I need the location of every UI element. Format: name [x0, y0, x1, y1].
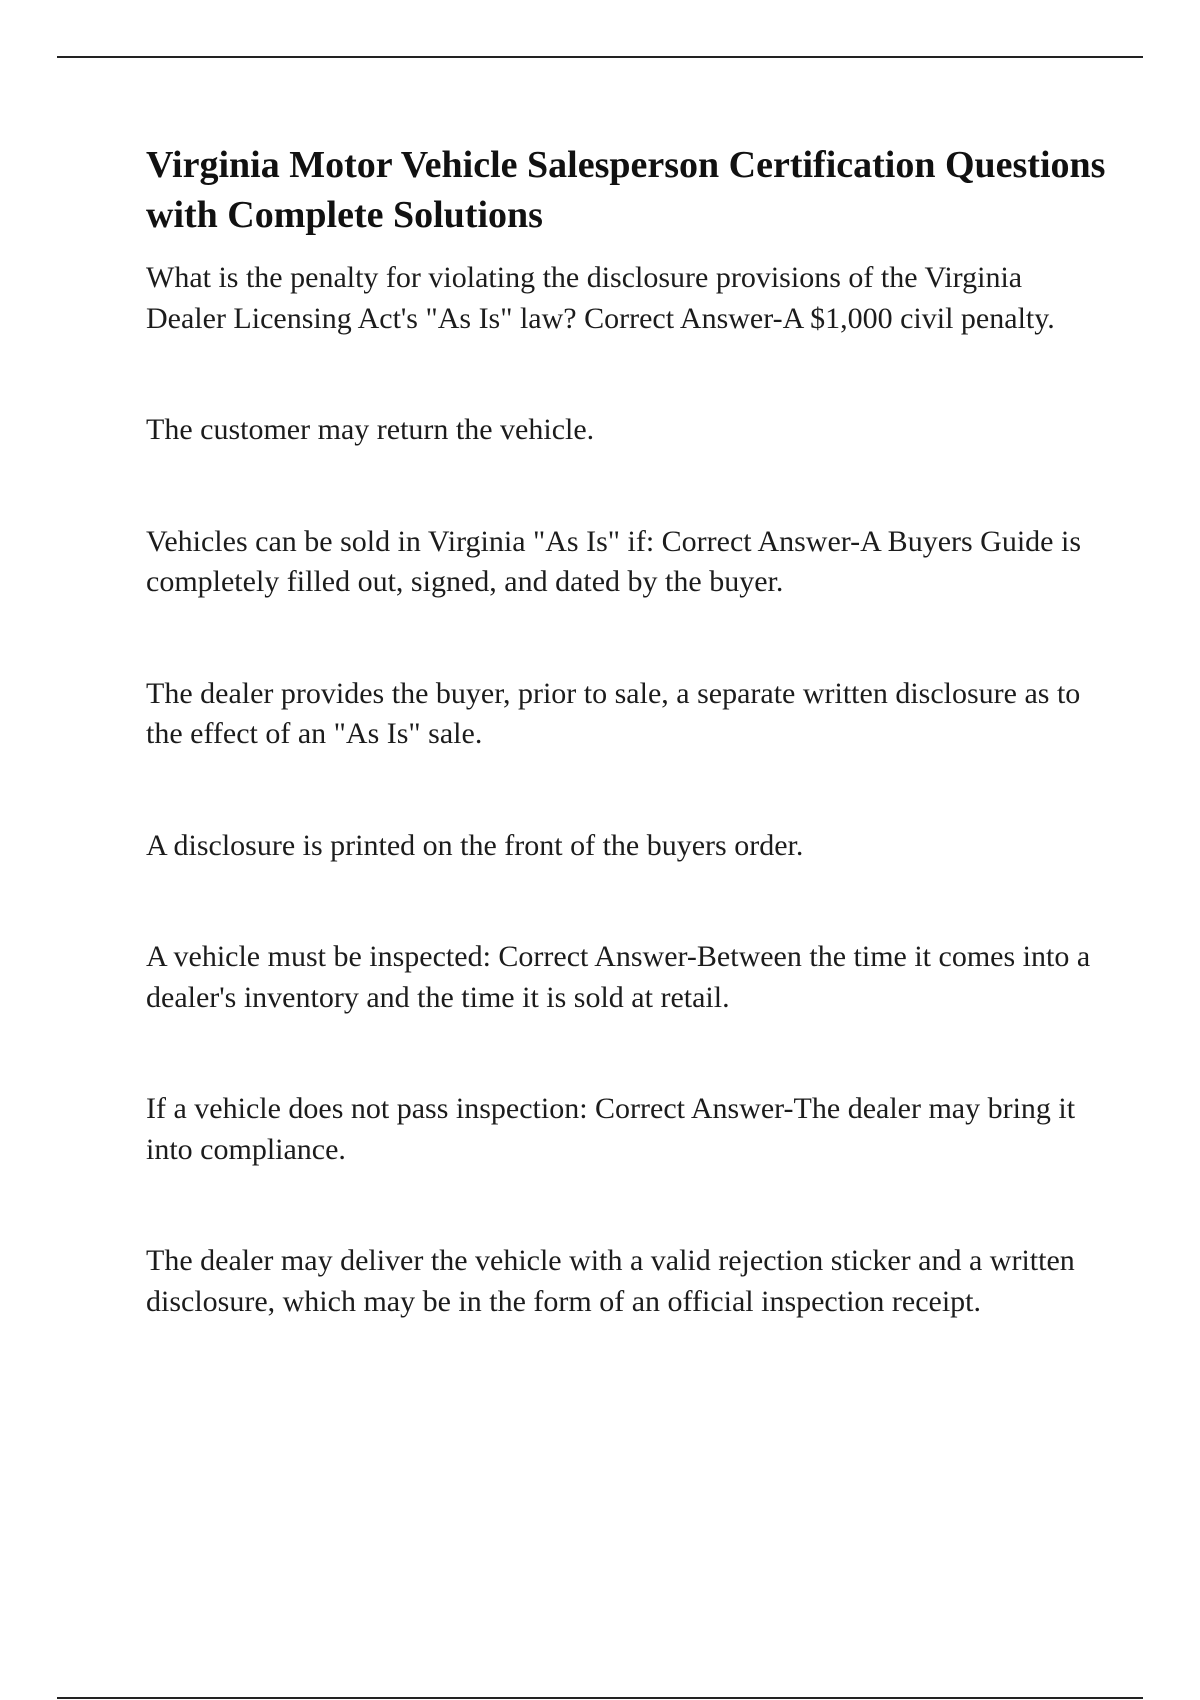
- paragraph-5: A disclosure is printed on the front of the buyers order.: [146, 828, 804, 862]
- document-title: Virginia Motor Vehicle Salesperson Certification Questions with Complete Solutions: [146, 144, 1106, 236]
- paragraph-8: The dealer may deliver the vehicle with a valid rejection sticker and a written disclosure, which may be in the form of an official inspection receipt.: [146, 1244, 1075, 1318]
- paragraph-6: A vehicle must be inspected: Correct Answer-Between the time it comes into a dealer's inventory and the time it is sold at retail.: [146, 940, 1091, 1014]
- paragraph-4: The dealer provides the buyer, prior to sale, a separate written disclosure as to the effect of an "As Is" sale.: [146, 676, 1081, 750]
- paragraph-1: What is the penalty for violating the disclosure provisions of the Virginia Dealer Licensing Act's "As Is" law? Correct Answer-A $1,000 civil penalty.: [146, 261, 1055, 335]
- header-rule: [57, 56, 1143, 58]
- paragraph-2: The customer may return the vehicle.: [146, 413, 595, 446]
- footer-rule: [57, 1697, 1143, 1699]
- document-body: [146, 140, 1106, 1322]
- paragraph-7: If a vehicle does not pass inspection: Correct Answer-The dealer may bring it into compliance.: [146, 1092, 1076, 1166]
- paragraph-3: Vehicles can be sold in Virginia "As Is" if: Correct Answer-A Buyers Guide is completely filled out, signed, and dated by the buyer.: [146, 524, 1081, 598]
